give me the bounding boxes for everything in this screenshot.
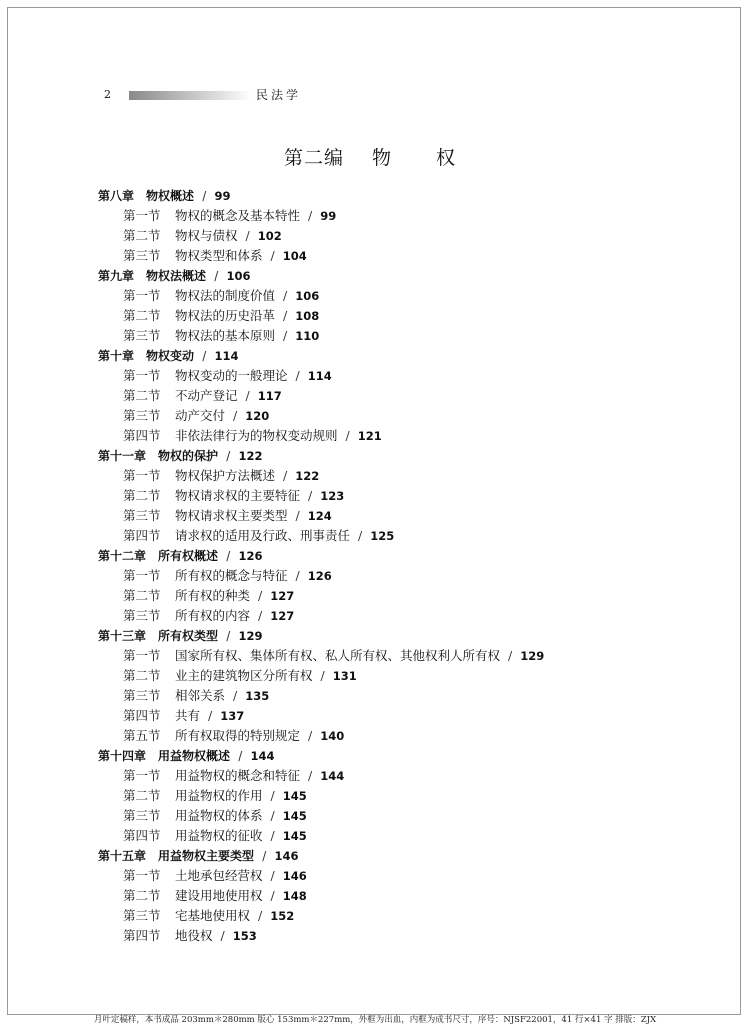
- page-separator: /: [208, 708, 213, 723]
- page-reference: 122: [238, 449, 263, 463]
- page-separator: /: [283, 468, 288, 483]
- chapter-number: 第十一章: [98, 449, 147, 463]
- page-reference: 123: [320, 489, 345, 503]
- section-title: 物权变动的一般理论: [175, 368, 288, 383]
- page-reference: 106: [295, 289, 320, 303]
- page-separator: /: [258, 908, 263, 923]
- chapter-title: 物权变动: [146, 349, 195, 363]
- chapter-title: 物权法概述: [146, 269, 207, 283]
- section-title: 所有权取得的特别规定: [175, 728, 301, 743]
- part-label: 第二编: [283, 147, 344, 169]
- toc-section-row: [98, 586, 658, 606]
- section-number: 第三节: [123, 328, 161, 343]
- page-separator: /: [270, 888, 275, 903]
- toc-section-row: [98, 506, 658, 526]
- section-title: 所有权的种类: [175, 588, 251, 603]
- page-separator: /: [238, 749, 243, 763]
- page-separator: /: [358, 528, 363, 543]
- toc-chapter-row: [98, 346, 658, 366]
- section-number: 第四节: [123, 928, 161, 943]
- toc-section-row: [98, 306, 658, 326]
- section-number: 第一节: [123, 568, 161, 583]
- section-title: 建设用地使用权: [175, 888, 263, 903]
- toc-section-row: [98, 646, 658, 666]
- page-separator: /: [202, 189, 207, 203]
- section-number: 第三节: [123, 508, 161, 523]
- toc-chapter-row: [98, 846, 658, 866]
- page-reference: 145: [282, 829, 307, 843]
- page-reference: 153: [232, 929, 257, 943]
- chapter-number: 第十五章: [98, 849, 147, 863]
- toc-section-row: [98, 426, 658, 446]
- toc-section-row: [98, 386, 658, 406]
- section-title: 物权法的历史沿革: [175, 308, 276, 323]
- section-title: 用益物权的作用: [175, 788, 263, 803]
- page-separator: /: [233, 688, 238, 703]
- toc-section-row: [98, 286, 658, 306]
- page-reference: 129: [238, 629, 263, 643]
- section-title: 所有权的概念与特征: [175, 568, 288, 583]
- page-separator: /: [295, 568, 300, 583]
- section-title: 不动产登记: [175, 388, 238, 403]
- section-number: 第一节: [123, 368, 161, 383]
- page-separator: /: [270, 868, 275, 883]
- page-reference: 108: [295, 309, 320, 323]
- toc-chapter-row: [98, 746, 658, 766]
- section-number: 第一节: [123, 288, 161, 303]
- page-separator: /: [245, 228, 250, 243]
- section-number: 第二节: [123, 308, 161, 323]
- section-number: 第三节: [123, 248, 161, 263]
- page-separator: /: [245, 388, 250, 403]
- page-reference: 106: [226, 269, 251, 283]
- page-separator: /: [308, 768, 313, 783]
- section-title: 物权法的基本原则: [175, 328, 276, 343]
- header-gradient-bar: [129, 91, 251, 100]
- page-reference: 140: [320, 729, 345, 743]
- page-reference: 146: [282, 869, 307, 883]
- toc-section-row: [98, 866, 658, 886]
- page-reference: 110: [295, 329, 320, 343]
- toc-chapter-row: [98, 446, 658, 466]
- part-title: [0, 145, 740, 171]
- toc-section-row: [98, 566, 658, 586]
- page-reference: 121: [357, 429, 382, 443]
- page-reference: 126: [238, 549, 263, 563]
- chapter-title: 物权的保护: [158, 449, 219, 463]
- toc-section-row: [98, 246, 658, 266]
- page-reference: 152: [270, 909, 295, 923]
- section-number: 第四节: [123, 528, 161, 543]
- page-reference: 99: [214, 189, 231, 203]
- page-reference: 127: [270, 589, 295, 603]
- section-number: 第四节: [123, 428, 161, 443]
- chapter-number: 第十四章: [98, 749, 147, 763]
- page-reference: 135: [245, 689, 270, 703]
- section-number: 第三节: [123, 688, 161, 703]
- section-number: 第三节: [123, 408, 161, 423]
- chapter-number: 第八章: [98, 189, 135, 203]
- section-title: 物权请求权主要类型: [175, 508, 288, 523]
- section-title: 物权类型和体系: [175, 248, 263, 263]
- table-of-contents: [98, 186, 658, 946]
- section-title: 业主的建筑物区分所有权: [175, 668, 313, 683]
- toc-section-row: [98, 606, 658, 626]
- page-separator: /: [258, 608, 263, 623]
- section-number: 第五节: [123, 728, 161, 743]
- toc-section-row: [98, 806, 658, 826]
- toc-chapter-row: [98, 266, 658, 286]
- part-title-a: 物: [371, 147, 392, 169]
- toc-section-row: [98, 526, 658, 546]
- section-number: 第二节: [123, 788, 161, 803]
- section-number: 第二节: [123, 668, 161, 683]
- section-number: 第二节: [123, 488, 161, 503]
- section-title: 所有权的内容: [175, 608, 251, 623]
- toc-section-row: [98, 466, 658, 486]
- page-separator: /: [258, 588, 263, 603]
- toc-section-row: [98, 686, 658, 706]
- toc-chapter-row: [98, 546, 658, 566]
- section-title: 物权保护方法概述: [175, 468, 276, 483]
- chapter-number: 第十章: [98, 349, 135, 363]
- toc-section-row: [98, 406, 658, 426]
- page-reference: 120: [245, 409, 270, 423]
- section-title: 用益物权的征收: [175, 828, 263, 843]
- toc-section-row: [98, 366, 658, 386]
- toc-section-row: [98, 926, 658, 946]
- page-separator: /: [220, 928, 225, 943]
- section-title: 国家所有权、集体所有权、私人所有权、其他权利人所有权: [175, 648, 501, 663]
- section-number: 第一节: [123, 208, 161, 223]
- page-separator: /: [283, 288, 288, 303]
- section-title: 请求权的适用及行政、刑事责任: [175, 528, 351, 543]
- page-separator: /: [308, 728, 313, 743]
- page-separator: /: [295, 508, 300, 523]
- page-separator: /: [202, 349, 207, 363]
- page-separator: /: [345, 428, 350, 443]
- section-number: 第二节: [123, 588, 161, 603]
- page-reference: 144: [250, 749, 275, 763]
- section-title: 用益物权的体系: [175, 808, 263, 823]
- chapter-title: 物权概述: [146, 189, 195, 203]
- toc-section-row: [98, 726, 658, 746]
- chapter-title: 用益物权概述: [158, 749, 231, 763]
- chapter-number: 第十三章: [98, 629, 147, 643]
- section-number: 第二节: [123, 388, 161, 403]
- page-reference: 137: [220, 709, 245, 723]
- page-reference: 104: [282, 249, 307, 263]
- page-reference: 146: [274, 849, 299, 863]
- toc-chapter-row: [98, 626, 658, 646]
- section-title: 地役权: [175, 928, 213, 943]
- section-title: 物权与债权: [175, 228, 238, 243]
- page-reference: 117: [257, 389, 282, 403]
- section-number: 第二节: [123, 228, 161, 243]
- page-reference: 148: [282, 889, 307, 903]
- page-separator: /: [270, 808, 275, 823]
- section-title: 非依法律行为的物权变动规则: [175, 428, 338, 443]
- section-number: 第一节: [123, 868, 161, 883]
- page-reference: 145: [282, 809, 307, 823]
- page-separator: /: [226, 549, 231, 563]
- chapter-number: 第九章: [98, 269, 135, 283]
- page-reference: 144: [320, 769, 345, 783]
- page-reference: 102: [257, 229, 282, 243]
- page-reference: 99: [320, 209, 337, 223]
- toc-section-row: [98, 326, 658, 346]
- page-reference: 125: [370, 529, 395, 543]
- section-title: 共有: [175, 708, 201, 723]
- section-number: 第四节: [123, 708, 161, 723]
- section-title: 动产交付: [175, 408, 226, 423]
- page-separator: /: [283, 308, 288, 323]
- toc-section-row: [98, 786, 658, 806]
- section-number: 第一节: [123, 768, 161, 783]
- page-separator: /: [270, 248, 275, 263]
- chapter-number: 第十二章: [98, 549, 147, 563]
- page-separator: /: [283, 328, 288, 343]
- page-reference: 145: [282, 789, 307, 803]
- page-separator: /: [308, 488, 313, 503]
- chapter-title: 所有权概述: [158, 549, 219, 563]
- part-title-b: 权: [436, 147, 457, 169]
- print-footer: 月叶定稿样，本书成品 203mm＊280mm 版心 153mm＊227mm，外框为出血，内框为成书尺寸，序号：NJSF22001，41 行×41 字 排版：ZJX: [93, 1015, 657, 1025]
- chapter-title: 用益物权主要类型: [158, 849, 255, 863]
- section-title: 物权请求权的主要特征: [175, 488, 301, 503]
- page-reference: 122: [295, 469, 320, 483]
- section-number: 第一节: [123, 648, 161, 663]
- page-number: 2: [104, 88, 111, 101]
- section-title: 物权的概念及基本特性: [175, 208, 301, 223]
- chapter-title: 所有权类型: [158, 629, 219, 643]
- page-separator: /: [233, 408, 238, 423]
- page-separator: /: [308, 208, 313, 223]
- page-separator: /: [295, 368, 300, 383]
- page-separator: /: [262, 849, 267, 863]
- section-number: 第二节: [123, 888, 161, 903]
- page-separator: /: [214, 269, 219, 283]
- page-reference: 129: [520, 649, 545, 663]
- page-reference: 114: [307, 369, 332, 383]
- toc-section-row: [98, 766, 658, 786]
- section-title: 用益物权的概念和特征: [175, 768, 301, 783]
- page-separator: /: [320, 668, 325, 683]
- toc-section-row: [98, 486, 658, 506]
- page-reference: 131: [332, 669, 357, 683]
- section-number: 第一节: [123, 468, 161, 483]
- section-title: 宅基地使用权: [175, 908, 251, 923]
- page-reference: 114: [214, 349, 239, 363]
- running-header: [104, 88, 404, 104]
- page-separator: /: [270, 788, 275, 803]
- section-number: 第三节: [123, 908, 161, 923]
- section-title: 相邻关系: [175, 688, 226, 703]
- toc-section-row: [98, 666, 658, 686]
- page-separator: /: [508, 648, 513, 663]
- section-number: 第四节: [123, 828, 161, 843]
- page-separator: /: [226, 629, 231, 643]
- toc-section-row: [98, 206, 658, 226]
- toc-section-row: [98, 706, 658, 726]
- section-title: 土地承包经营权: [175, 868, 263, 883]
- toc-section-row: [98, 226, 658, 246]
- page-separator: /: [226, 449, 231, 463]
- toc-chapter-row: [98, 186, 658, 206]
- toc-section-row: [98, 826, 658, 846]
- page-reference: 127: [270, 609, 295, 623]
- section-title: 物权法的制度价值: [175, 288, 276, 303]
- toc-section-row: [98, 886, 658, 906]
- book-title: 民法学: [256, 88, 302, 102]
- page-reference: 126: [307, 569, 332, 583]
- page-separator: /: [270, 828, 275, 843]
- section-number: 第三节: [123, 608, 161, 623]
- section-number: 第三节: [123, 808, 161, 823]
- toc-section-row: [98, 906, 658, 926]
- page-reference: 124: [307, 509, 332, 523]
